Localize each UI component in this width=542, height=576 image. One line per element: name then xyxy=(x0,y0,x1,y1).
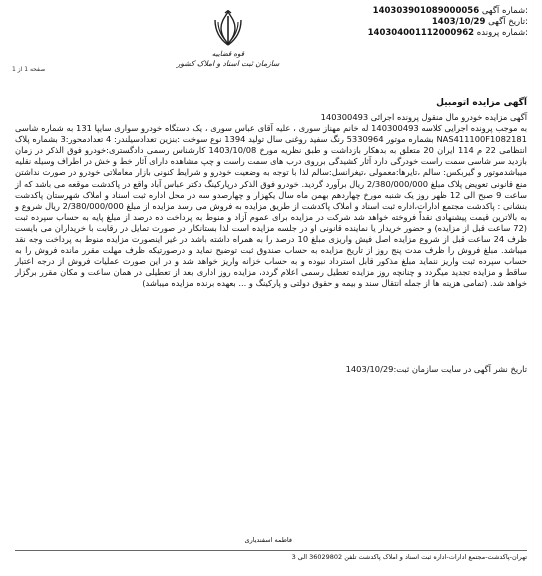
notice-number-label: شماره آگهی: xyxy=(481,6,528,16)
signature-area xyxy=(15,536,527,572)
org-header xyxy=(168,10,288,68)
footer-address: تهران-پاکدشت-مجتمع ادارات-اداره ثبت اسناد و املاک پاکدشت تلفن 36029802 الی 3 xyxy=(15,550,527,561)
publish-date-line: تاریخ نشر آگهی در سایت سازمان ثبت:1403/10/29 xyxy=(345,364,527,374)
file-number-value: 140304001112000962 xyxy=(367,28,475,38)
iran-emblem-icon xyxy=(211,10,245,48)
notice-heading-line: آگهی مزایده خودرو مال منقول پرونده اجرائی 140300493 xyxy=(320,112,527,122)
org-registration: سازمان ثبت اسناد و املاک کشور xyxy=(176,59,280,68)
notice-body xyxy=(15,112,527,290)
notice-meta xyxy=(368,6,528,39)
file-number-row xyxy=(368,28,528,39)
notice-title: آگهی مزایده اتومبیل xyxy=(436,98,527,108)
file-number-label: شماره پرونده: xyxy=(476,28,528,38)
notice-number-row xyxy=(368,6,528,17)
signer-name: فاطمه اسفندیاری xyxy=(244,536,292,544)
notice-date-row xyxy=(368,17,528,28)
notice-number-value: 140303901089000056 xyxy=(372,6,480,16)
notice-paragraph: به موجب پرونده اجرایی کلاسه 140300493 له خانم مهناز سوری ، علیه آقای عباس سوری ، یک دستگاه خودرو سواری سایپا 131 به شماره شاسی NAS411100F1082181 بشماره موتور 5330964 رنگ سفید روغنی سال تولید 1394 نوع سوخت :بنزین تعدادسیلندر: 4 تعدادمحور:3 بشماره پلاک انتظامی 22 م 114 ایران 20 متعلق به بدهکار بازداشت و طبق نظریه مورخ 1403/10/08 کارشناس رسمی دادگستری:خودرو فوق الذکر در زمان بازدید سر شاسی سمت راست خودرگی دارد آثار کشیدگی برروی درب های سمت راست و چپ مشاهده دارای آثار خط و خش در اطراف وسیله نقلیه میباشدموتور و گیربکس: سالم ،تایرها:معمولی ،تیغرانسل:سالم لذا با توجه به وضعیت خودرو و شرایط کنونی بازار معاملاتی خودرو در صورت نداشتن منع قانونی تعویض پلاک مبلغ 2/380/000/000 ریال برآورد گردید. خودرو فوق الذکر درپارکینگ دکتر عباس آباد واقع در پاکدشت موقعه می باشد که از ساعت 9 صبح الی 12 ظهر روز یک شنبه مورخ چهاردهم بهمن ماه سال یکهزار و چهارصدو سه در محل اداره ثبت اسناد و املاک شهرستان پاکدشت بنشانی : پاکدشت مجتمع ادارات،اداره ثبت اسناد و املاک پاکدشت از طریق مزایده به فروش می رسد مزایده از مبلغ 2/380/000/000 ریال شروع و به بالاترین قیمت پیشنهادی نقداً فروخته خواهد شد شرکت در مزایده برای عموم آزاد و منوط به پرداخت ده درصد از مبلغ پایه به حساب سپرده ثبت (72 ساعت قبل از مزایده) و حضور خریدار یا نماینده قانونی او در جلسه مزایده است لذا بستانکار در صورت تمایل در رقابت با خریداران می بایست ظرف 24 ساعت قبل از شروع مزایده اصل فیش واریزی مبلغ 10 درصد را به همراه داشته باشد در غیر اینصورت مزایده منوط به پرداخت وجه نقد میباشد. مبلغ فروش را ظرف مدت پنج روز از تاریخ مزایده به حساب صندوق ثبت توضیح نماید و درصورتیکه ظرف مهلت مقرر مانده فروش را به حساب سپرده ثبت واریز ننماید مبلغ مذکور قابل استرداد نبوده و به حساب خزانه واریز خواهد شد و در این صورت عملیات فروش از درجه اعتبار ساقط و مزایده تجدید میگردد و چنانچه روز مزایده تعطیل رسمی اعلام گردد، مزایده روز اداری بعد از تعطیلی در همان ساعت و مکان مقرر برگزار خواهد شد. (تمامی هزینه ها از جمله انتقال سند و بیمه و حقوق دولتی و پارکینگ و ... بعهده برنده مزایده میباشد) xyxy=(15,123,528,289)
page-number: صفحه 1 از 1 xyxy=(12,66,46,73)
notice-date-value: 1403/10/29 xyxy=(431,17,486,27)
notice-date-label: تاریخ آگهی: xyxy=(488,17,528,27)
org-judiciary: قوه قضاییه xyxy=(211,50,245,58)
